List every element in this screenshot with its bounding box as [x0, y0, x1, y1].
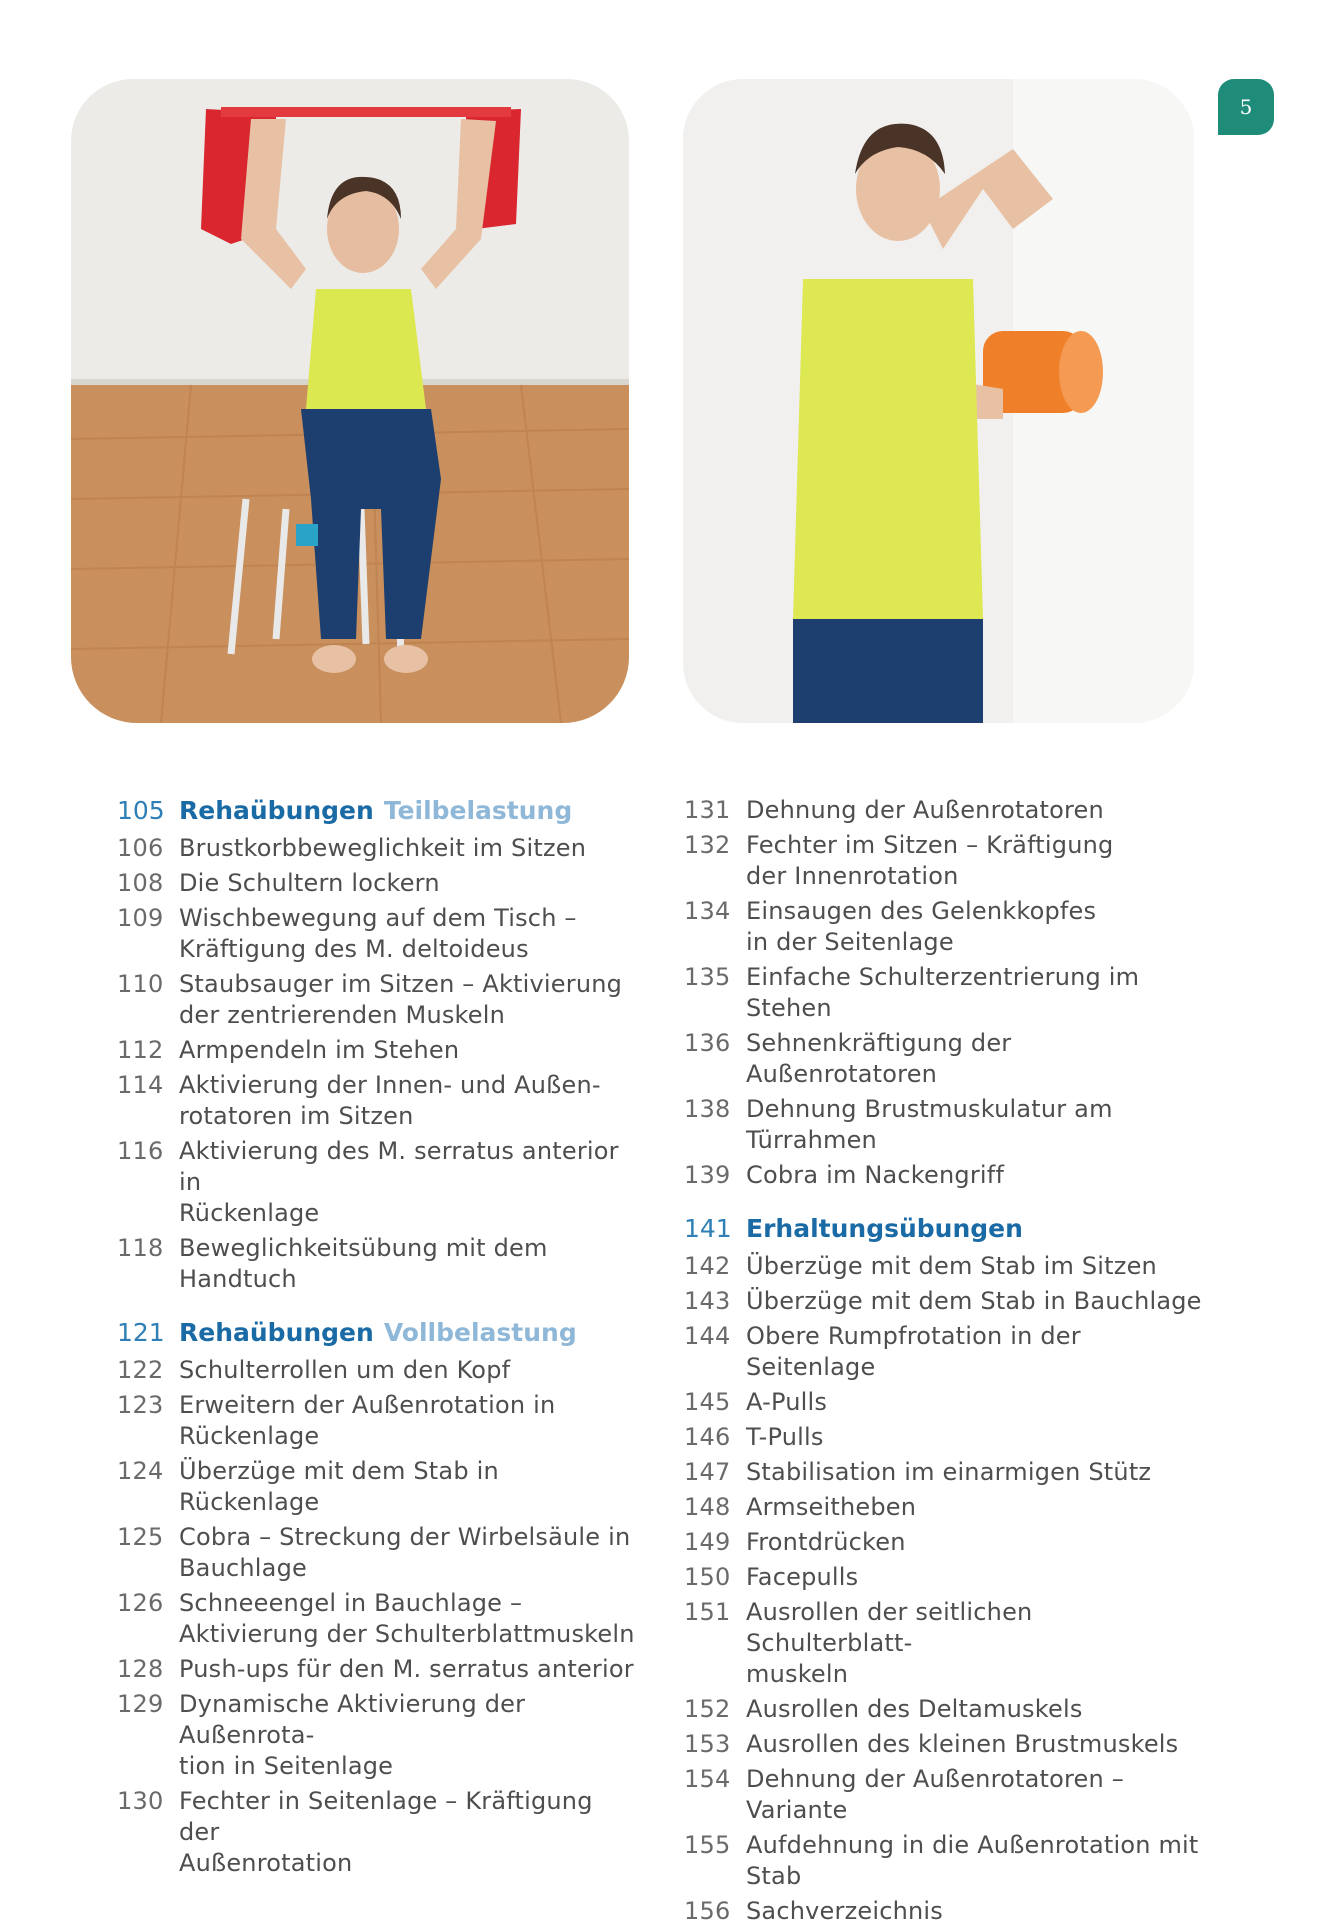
- section-subtitle: Teilbelastung: [383, 796, 573, 825]
- toc-page-number: 152: [684, 1695, 731, 1723]
- toc-entry-line: Aufdehnung in die Außenrotation mit: [746, 1831, 1199, 1859]
- toc-entry-line: Die Schultern lockern: [179, 869, 440, 897]
- toc-column-left: [117, 795, 637, 1883]
- toc-entry[interactable]: [684, 1694, 1204, 1725]
- toc-entry-line: Aktivierung des M. serratus anterior in: [179, 1137, 619, 1196]
- toc-page-number: 151: [684, 1598, 731, 1626]
- toc-page-number: 138: [684, 1095, 731, 1123]
- toc-page-number: 136: [684, 1029, 731, 1057]
- toc-entry[interactable]: [684, 1492, 1204, 1523]
- toc-list: [684, 795, 1204, 1191]
- toc-page-number: 124: [117, 1457, 164, 1485]
- toc-entry-line: Dehnung Brustmuskulatur am: [746, 1095, 1113, 1123]
- toc-page-number: 114: [117, 1071, 164, 1099]
- section-page-number: 105: [117, 796, 165, 825]
- toc-entry-title: [746, 1251, 1204, 1282]
- toc-entry-title: [746, 1457, 1204, 1488]
- toc-entry-line: Brustkorbbeweglichkeit im Sitzen: [179, 834, 587, 862]
- toc-page-number: 118: [117, 1234, 164, 1262]
- page-number-badge: [1218, 79, 1274, 135]
- toc-entry-line: Außenrotation: [179, 1849, 353, 1877]
- toc-entry-title: [179, 1786, 637, 1879]
- toc-entry[interactable]: [117, 833, 637, 864]
- toc-entry-title: [746, 1160, 1204, 1191]
- toc-page-number: 144: [684, 1322, 731, 1350]
- toc-entry[interactable]: [684, 830, 1204, 892]
- toc-entry-line: Ausrollen der seitlichen Schulterblatt-: [746, 1598, 1033, 1657]
- toc-page-number: 122: [117, 1356, 164, 1384]
- photo-seated-band-exercise: [71, 79, 629, 723]
- toc-entry[interactable]: [117, 1786, 637, 1879]
- toc-entry[interactable]: [684, 1321, 1204, 1383]
- toc-entry[interactable]: [684, 1896, 1204, 1927]
- toc-entry[interactable]: [117, 1035, 637, 1066]
- toc-entry[interactable]: [117, 1689, 637, 1782]
- toc-entry[interactable]: [117, 903, 637, 965]
- toc-entry[interactable]: [684, 1729, 1204, 1760]
- toc-entry-line: Wischbewegung auf dem Tisch –: [179, 904, 577, 932]
- toc-entry-title: [746, 1422, 1204, 1453]
- toc-page-number: 106: [117, 834, 164, 862]
- toc-page-number: 129: [117, 1690, 164, 1718]
- toc-entry[interactable]: [684, 1422, 1204, 1453]
- toc-entry[interactable]: [117, 1070, 637, 1132]
- toc-page-number: 148: [684, 1493, 731, 1521]
- toc-page-number: 128: [117, 1655, 164, 1683]
- toc-entry[interactable]: [684, 1251, 1204, 1282]
- toc-entry-line: Dehnung der Außenrotatoren – Variante: [746, 1765, 1124, 1824]
- toc-entry-title: [179, 1588, 637, 1650]
- toc-entry-title: [746, 1286, 1204, 1317]
- toc-entry[interactable]: [117, 1136, 637, 1229]
- section-page-number: 121: [117, 1318, 165, 1347]
- toc-page-number: 110: [117, 970, 164, 998]
- toc-page-number: 154: [684, 1765, 731, 1793]
- toc-entry-line: Cobra im Nackengriff: [746, 1161, 1005, 1189]
- toc-entry[interactable]: [684, 1387, 1204, 1418]
- toc-entry-title: [746, 1527, 1204, 1558]
- toc-entry-line: Facepulls: [746, 1563, 859, 1591]
- toc-entry-line: Stab: [746, 1862, 802, 1890]
- toc-page-number: 156: [684, 1897, 731, 1925]
- toc-entry-line: Schulterrollen um den Kopf: [179, 1356, 511, 1384]
- toc-entry[interactable]: [117, 868, 637, 899]
- toc-page-number: 134: [684, 897, 731, 925]
- toc-entry-line: Schneeengel in Bauchlage –: [179, 1589, 523, 1617]
- section-subtitle: Vollbelastung: [383, 1318, 577, 1347]
- toc-entry-line: A-Pulls: [746, 1388, 828, 1416]
- toc-entry-title: [179, 1689, 637, 1782]
- toc-entry-title: [179, 969, 637, 1031]
- toc-page-number: 142: [684, 1252, 731, 1280]
- toc-entry-line: Cobra – Streckung der Wirbelsäule in: [179, 1523, 631, 1551]
- toc-page-number: 125: [117, 1523, 164, 1551]
- toc-entry-line: Einfache Schulterzentrierung im Stehen: [746, 963, 1140, 1022]
- toc-page-number: 135: [684, 963, 731, 991]
- toc-entry-line: rotatoren im Sitzen: [179, 1102, 414, 1130]
- toc-entry-line: Rückenlage: [179, 1199, 320, 1227]
- toc-entry-title: [746, 1830, 1204, 1892]
- toc-page-number: 147: [684, 1458, 731, 1486]
- toc-entry-line: Obere Rumpfrotation in der Seitenlage: [746, 1322, 1081, 1381]
- toc-entry-line: Überzüge mit dem Stab in Rückenlage: [179, 1457, 499, 1516]
- toc-entry-line: muskeln: [746, 1660, 849, 1688]
- toc-entry-line: Sachverzeichnis: [746, 1897, 944, 1925]
- toc-entry-line: Frontdrücken: [746, 1528, 906, 1556]
- toc-section-erhaltungsuebungen[interactable]: [684, 1213, 1204, 1244]
- toc-entry[interactable]: [684, 1830, 1204, 1892]
- toc-entry-line: Ausrollen des kleinen Brustmuskels: [746, 1730, 1179, 1758]
- toc-page-number: 112: [117, 1036, 164, 1064]
- toc-entry-line: Ausrollen des Deltamuskels: [746, 1695, 1083, 1723]
- toc-entry-line: Rückenlage: [179, 1422, 320, 1450]
- toc-entry[interactable]: [684, 1457, 1204, 1488]
- section-page-number: 141: [684, 1214, 732, 1243]
- toc-entry[interactable]: [684, 1527, 1204, 1558]
- toc-entry-title: [746, 795, 1204, 826]
- toc-entry-line: Armseitheben: [746, 1493, 917, 1521]
- toc-page-number: 126: [117, 1589, 164, 1617]
- toc-entry-line: T-Pulls: [746, 1423, 824, 1451]
- toc-page-number: 153: [684, 1730, 731, 1758]
- toc-entry-line: Türrahmen: [746, 1126, 877, 1154]
- toc-list: [117, 1355, 637, 1879]
- toc-entry[interactable]: [117, 1390, 637, 1452]
- toc-entry-title: [179, 1654, 637, 1685]
- toc-page-number: 123: [117, 1391, 164, 1419]
- toc-entry-title: [746, 962, 1204, 1024]
- toc-entry[interactable]: [684, 962, 1204, 1024]
- toc-entry[interactable]: [117, 1456, 637, 1518]
- toc-page-number: 149: [684, 1528, 731, 1556]
- toc-page-number: 131: [684, 796, 731, 824]
- page-number: 5: [1239, 95, 1253, 119]
- toc-entry-title: [746, 1094, 1204, 1156]
- toc-entry-line: Überzüge mit dem Stab in Bauchlage: [746, 1287, 1202, 1315]
- toc-entry[interactable]: [117, 1654, 637, 1685]
- toc-entry[interactable]: [117, 1522, 637, 1584]
- photo-standing-foam-roller: [683, 79, 1194, 723]
- toc-entry-title: [179, 1035, 637, 1066]
- toc-entry[interactable]: [684, 1028, 1204, 1090]
- toc-page-number: 108: [117, 869, 164, 897]
- toc-entry-line: Erweitern der Außenrotation in: [179, 1391, 556, 1419]
- toc-entry[interactable]: [684, 1597, 1204, 1690]
- toc-entry-line: Fechter in Seitenlage – Kräftigung der: [179, 1787, 593, 1846]
- toc-entry-line: Bauchlage: [179, 1554, 307, 1582]
- toc-entry-line: Stabilisation im einarmigen Stütz: [746, 1458, 1152, 1486]
- toc-column-right: [684, 795, 1204, 1931]
- toc-list: [684, 1251, 1204, 1927]
- toc-entry-line: Aktivierung der Schulterblattmuskeln: [179, 1620, 635, 1648]
- toc-entry[interactable]: [117, 1355, 637, 1386]
- toc-entry-title: [746, 1729, 1204, 1760]
- toc-entry-title: [179, 903, 637, 965]
- toc-entry-line: Armpendeln im Stehen: [179, 1036, 460, 1064]
- toc-entry-title: [746, 1896, 1204, 1927]
- toc-entry-title: [746, 1562, 1204, 1593]
- toc-entry-line: Aktivierung der Innen- und Außen-: [179, 1071, 601, 1099]
- toc-entry[interactable]: [684, 1286, 1204, 1317]
- toc-entry-title: [179, 1070, 637, 1132]
- toc-page-number: 150: [684, 1563, 731, 1591]
- section-title: Rehaübungen: [179, 1318, 374, 1347]
- toc-entry-line: der Innenrotation: [746, 862, 959, 890]
- toc-entry-line: Push-ups für den M. serratus anterior: [179, 1655, 634, 1683]
- toc-entry[interactable]: [117, 1233, 637, 1295]
- section-title: Rehaübungen: [179, 796, 374, 825]
- toc-entry-title: [179, 868, 637, 899]
- toc-page-number: 155: [684, 1831, 731, 1859]
- toc-entry[interactable]: [117, 1588, 637, 1650]
- toc-page-number: 109: [117, 904, 164, 932]
- toc-entry-title: [746, 1597, 1204, 1690]
- toc-page-number: 143: [684, 1287, 731, 1315]
- toc-entry-title: [746, 1028, 1204, 1090]
- toc-entry-line: Staubsauger im Sitzen – Aktivierung: [179, 970, 623, 998]
- toc-entry-line: in der Seitenlage: [746, 928, 954, 956]
- toc-page-number: 139: [684, 1161, 731, 1189]
- toc-entry-title: [179, 1355, 637, 1386]
- toc-entry[interactable]: [684, 896, 1204, 958]
- toc-entry-line: Beweglichkeitsübung mit dem Handtuch: [179, 1234, 548, 1293]
- toc-entry-title: [746, 1694, 1204, 1725]
- toc-entry-line: Kräftigung des M. deltoideus: [179, 935, 529, 963]
- toc-entry-title: [179, 1136, 637, 1229]
- toc-entry-title: [746, 896, 1204, 958]
- toc-entry-line: Dynamische Aktivierung der Außenrota-: [179, 1690, 526, 1749]
- toc-entry-line: tion in Seitenlage: [179, 1752, 394, 1780]
- toc-entry-line: Überzüge mit dem Stab im Sitzen: [746, 1252, 1157, 1280]
- toc-entry-title: [179, 833, 637, 864]
- toc-page-number: 145: [684, 1388, 731, 1416]
- section-title: Erhaltungsübungen: [746, 1214, 1023, 1243]
- toc-entry-line: Fechter im Sitzen – Kräftigung: [746, 831, 1114, 859]
- toc-entry-title: [746, 1321, 1204, 1383]
- toc-entry-line: Dehnung der Außenrotatoren: [746, 796, 1104, 824]
- toc-entry[interactable]: [684, 1094, 1204, 1156]
- toc-entry[interactable]: [684, 1764, 1204, 1826]
- toc-entry-line: Sehnenkräftigung der Außenrotatoren: [746, 1029, 1012, 1088]
- toc-entry-title: [179, 1233, 637, 1295]
- toc-entry-title: [746, 1387, 1204, 1418]
- toc-entry-title: [746, 1764, 1204, 1826]
- toc-page-number: 132: [684, 831, 731, 859]
- toc-page-number: 116: [117, 1137, 164, 1165]
- toc-entry-title: [179, 1456, 637, 1518]
- toc-entry-line: Einsaugen des Gelenkkopfes: [746, 897, 1097, 925]
- toc-entry-line: der zentrierenden Muskeln: [179, 1001, 506, 1029]
- toc-list: [117, 833, 637, 1295]
- toc-entry[interactable]: [684, 795, 1204, 826]
- toc-entry[interactable]: [117, 969, 637, 1031]
- toc-section-vollbelastung[interactable]: [117, 1317, 637, 1348]
- toc-entry-title: [746, 1492, 1204, 1523]
- toc-page-number: 130: [117, 1787, 164, 1815]
- toc-entry[interactable]: [684, 1562, 1204, 1593]
- toc-entry-title: [746, 830, 1204, 892]
- toc-entry[interactable]: [684, 1160, 1204, 1191]
- toc-entry-title: [179, 1390, 637, 1452]
- toc-section-teilbelastung[interactable]: [117, 795, 637, 826]
- toc-entry-title: [179, 1522, 637, 1584]
- toc-page-number: 146: [684, 1423, 731, 1451]
